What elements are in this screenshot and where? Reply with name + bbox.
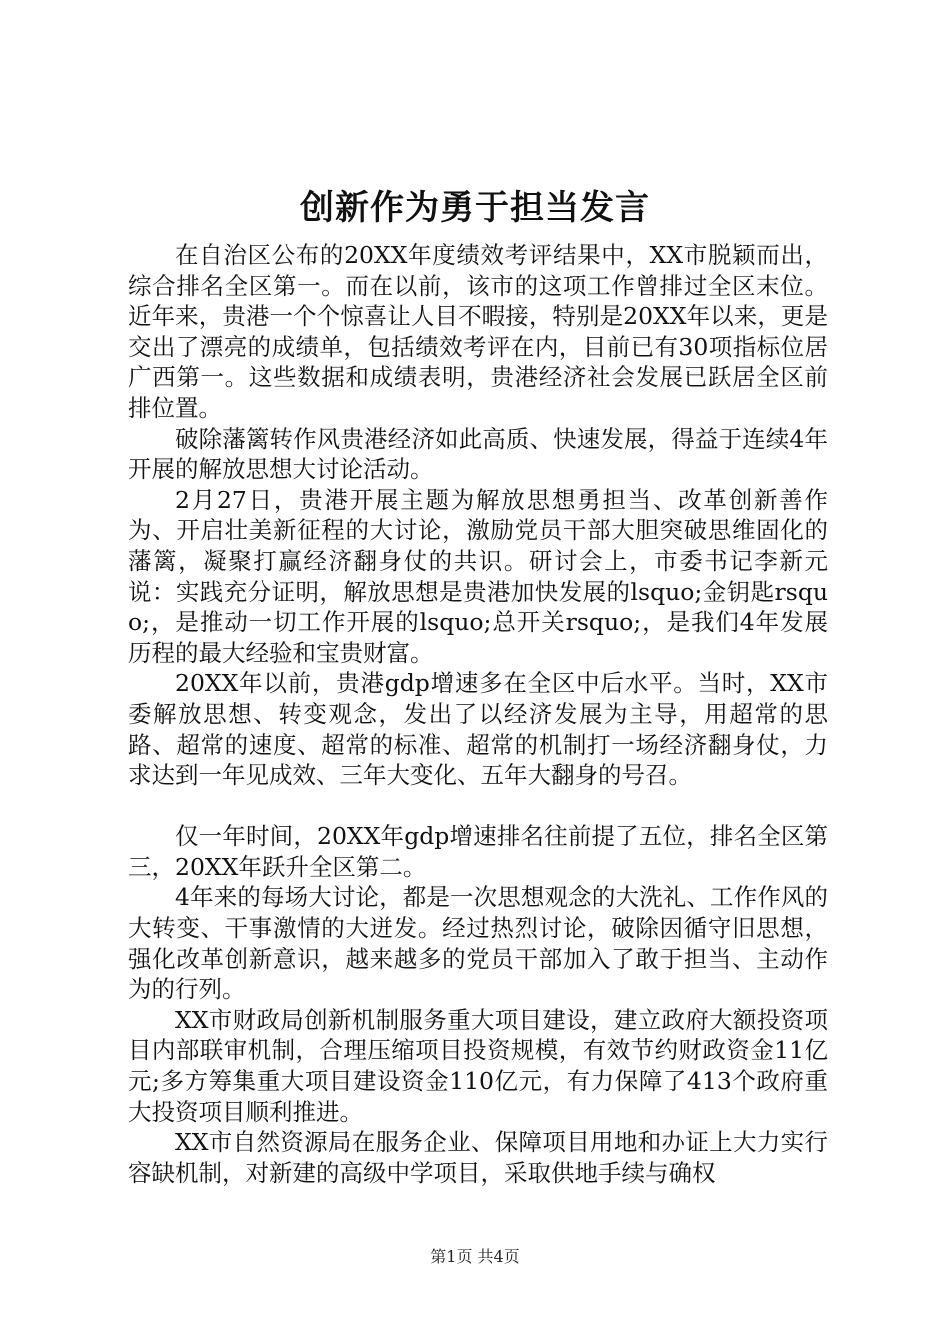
paragraph: 2月27日，贵港开展主题为解放思想勇担当、改革创新善作为、开启壮美新征程的大讨论，激励党员干部大胆突破思维固化的藩篱，凝聚打赢经济翻身仗的共识。研讨会上，市委书记李新元说：实践充分证明，解放思想是贵港加快发展的lsquo;金钥匙rsquo;，是推动一切工作开展的lsquo;总开关rsquo;，是我们4年发展历程的最大经验和宝贵财富。 [128, 485, 828, 667]
paragraph: 在自治区公布的20XX年度绩效考评结果中，XX市脱颖而出，综合排名全区第一。而在以前，该市的这项工作曾排过全区末位。近年来，贵港一个个惊喜让人目不暇接，特别是20XX年以来，更是交出了漂亮的成绩单，包括绩效考评在内，目前已有30项指标位居广西第一。这些数据和成绩表明，贵港经济社会发展已跃居全区前排位置。 [128, 241, 828, 422]
paragraph: 20XX年以前，贵港gdp增速多在全区中后水平。当时，XX市委解放思想、转变观念，发出了以经济发展为主导，用超常的思路、超常的速度、超常的标准、超常的机制打一场经济翻身仗，力求达到一年见成效、三年大变化、五年大翻身的号召。 [128, 669, 828, 790]
document-body [128, 240, 828, 1188]
document-title: 创新作为勇于担当发言 [300, 188, 650, 228]
paragraph: XX市财政局创新机制服务重大项目建设，建立政府大额投资项目内部联审机制，合理压缩项目投资规模，有效节约财政资金11亿元;多方筹集重大项目建设资金110亿元，有力保障了413个政府重大投资项目顺利推进。 [128, 1005, 828, 1126]
paragraph: 破除藩篱转作风贵港经济如此高质、快速发展，得益于连续4年开展的解放思想大讨论活动。 [128, 424, 828, 484]
paragraph: XX市自然资源局在服务企业、保障项目用地和办证上大力实行容缺机制，对新建的高级中学项目，采取供地手续与确权 [128, 1128, 828, 1187]
paragraph: 仅一年时间，20XX年gdp增速排名往前提了五位，排名全区第三，20XX年跃升全区第二。 [128, 822, 828, 881]
paragraph: 4年来的每场大讨论，都是一次思想观念的大洗礼、工作作风的大转变、干事激情的大迸发。经过热烈讨论，破除因循守旧思想，强化改革创新意识，越来越多的党员干部加入了敢于担当、主动作为的行列。 [128, 883, 828, 1004]
page-footer: 第1页 共4页 [430, 1247, 520, 1266]
